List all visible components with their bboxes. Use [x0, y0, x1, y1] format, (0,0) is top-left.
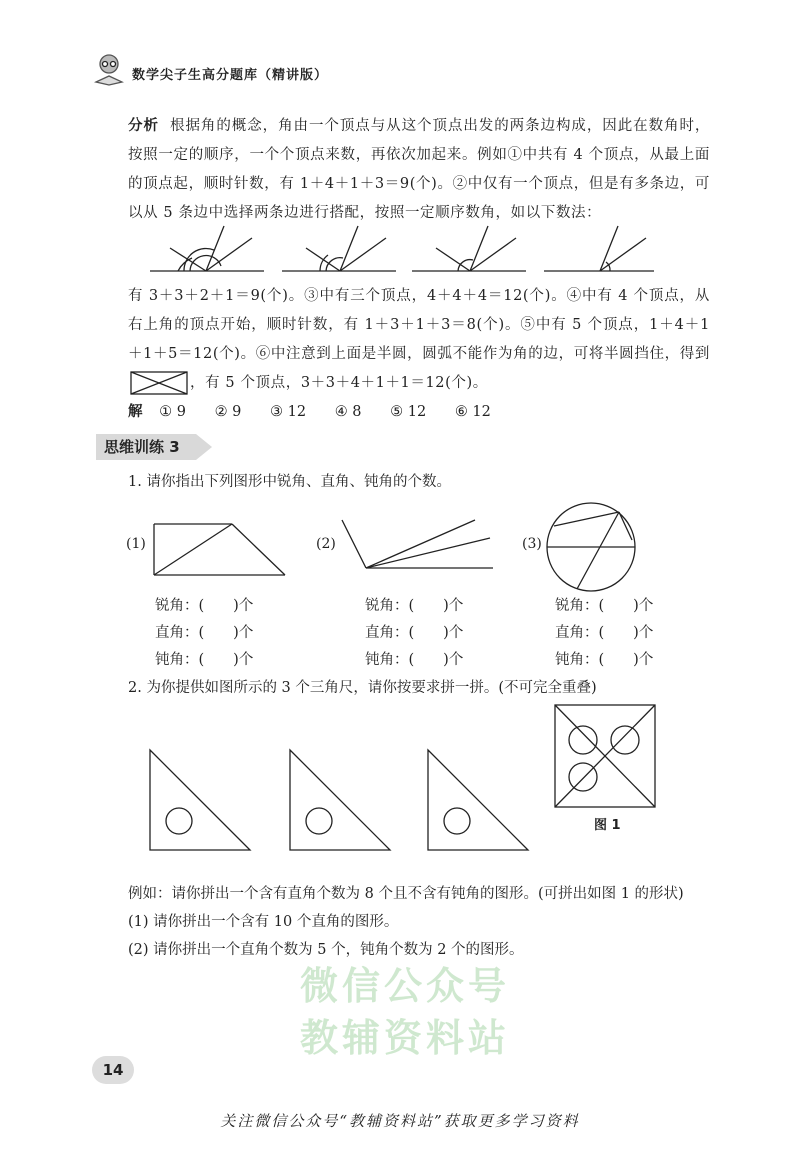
- solution-answers: [128, 400, 515, 421]
- q1-counts-2: [365, 593, 463, 674]
- q2-prompt: 2. 为你提供如图所示的 3 个三角尺，请你按要求拼一拼。(不可完全重叠): [128, 680, 597, 696]
- continuation-paragraph: [128, 282, 710, 398]
- right-count: 直角：( )个: [365, 625, 464, 641]
- answer-1: ① 9: [159, 404, 186, 420]
- figure-1-square: [553, 703, 657, 809]
- acute-count: 锐角：( )个: [555, 598, 654, 614]
- obtuse-count: 钝角：( )个: [155, 652, 254, 668]
- acute-count: 锐角：( )个: [365, 598, 464, 614]
- set-square-2: [285, 745, 395, 855]
- continuation-text-b: ，有 5 个顶点，3＋3＋4＋1＋1＝12(个)。: [190, 375, 488, 391]
- answer-4: ④ 8: [334, 404, 362, 420]
- angle-diagram-3: [412, 226, 526, 271]
- footer-note: 关注微信公众号“教辅资料站”获取更多学习资料: [220, 1112, 580, 1130]
- right-count: 直角：( )个: [155, 625, 254, 641]
- page-number: 14: [92, 1056, 134, 1084]
- q1-figure-label-2: (2): [316, 536, 336, 552]
- angle-counting-diagrams: [140, 218, 660, 278]
- right-count: 直角：( )个: [555, 625, 654, 641]
- q1-figure-trapezoid: [150, 520, 290, 578]
- figure-1-caption: 图 1: [594, 818, 621, 833]
- set-square-1: [145, 745, 255, 855]
- section-arrow-icon: [196, 434, 212, 460]
- q1-counts-3: [555, 593, 653, 674]
- angle-diagram-2: [282, 226, 396, 271]
- q1-prompt: 1. 请你指出下列图形中锐角、直角、钝角的个数。: [128, 474, 451, 490]
- analysis-text: 根据角的概念，角由一个顶点与从这个顶点出发的两条边构成，因此在数角时，按照一定的顺序，一个个顶点来数，再依次加起来。例如①中共有 4 个顶点，从最上面的顶点起，顺时针数，有 1＋4＋1＋3＝9(个)。②中仅有一个顶点，但是有多条边，可以从 5 条边中选择两条边进行搭配，按照一定顺序数角，如以下数法：: [128, 118, 711, 221]
- watermark-line-2: 教辅资料站: [300, 1016, 511, 1060]
- answer-6: ⑥ 12: [454, 404, 491, 420]
- watermark-line-1: 微信公众号: [300, 964, 511, 1008]
- q2-sub1: (1) 请你拼出一个含有 10 个直角的图形。: [128, 914, 399, 930]
- answer-3: ③ 12: [270, 404, 307, 420]
- section-title: 思维训练 3: [96, 434, 196, 460]
- acute-count: 锐角：( )个: [155, 598, 254, 614]
- analysis-label: 分析: [128, 118, 159, 134]
- answer-2: ② 9: [214, 404, 242, 420]
- q2-sub2: (2) 请你拼出一个直角个数为 5 个，钝角个数为 2 个的图形。: [128, 942, 524, 958]
- watermark: [300, 960, 510, 1064]
- angle-diagram-4: [544, 226, 654, 271]
- obtuse-count: 钝角：( )个: [555, 652, 654, 668]
- analysis-paragraph: [128, 112, 710, 228]
- obtuse-count: 钝角：( )个: [365, 652, 464, 668]
- set-square-3: [423, 745, 533, 855]
- continuation-text-a: 有 3＋3＋2＋1＝9(个)。③中有三个顶点，4＋4＋4＝12(个)。④中有 4 个顶点，从右上角的顶点开始，顺时针数，有 1＋3＋1＋3＝8(个)。⑤中有 5 个顶点，1＋4＋1＋1＋5＝12(个)。⑥中注意到上面是半圆，圆弧不能作为角的边，可将半圆挡住，得到: [128, 288, 710, 362]
- reading-child-icon: [92, 52, 126, 86]
- header-title: 数学尖子生高分题库（精讲版）: [132, 68, 329, 83]
- answer-5: ⑤ 12: [390, 404, 427, 420]
- q1-counts-1: [155, 593, 253, 674]
- q2-example: 例如：请你拼出一个含有直角个数为 8 个且不含有钝角的图形。(可拼出如图 1 的形状): [128, 886, 684, 902]
- q1-figure-circle: [544, 500, 638, 594]
- solution-label: 解: [128, 404, 143, 420]
- angle-diagram-1: [150, 226, 264, 271]
- q1-figure-rays: [338, 514, 498, 572]
- crossed-rectangle-figure: [130, 371, 188, 395]
- q1-figure-label-3: (3): [522, 536, 542, 552]
- q1-figure-label-1: (1): [126, 536, 146, 552]
